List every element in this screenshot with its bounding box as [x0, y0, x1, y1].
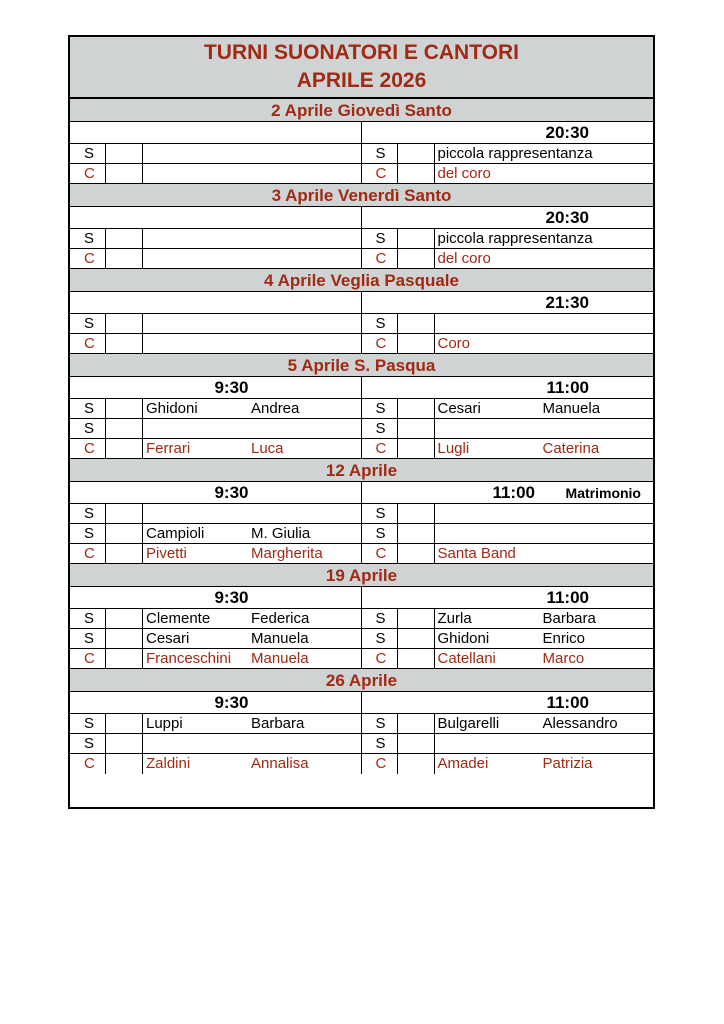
blank-cell: [398, 734, 435, 753]
table-row: [70, 504, 653, 524]
blank-cell: [398, 334, 435, 353]
surname-cell: Clemente: [146, 610, 211, 627]
role-cell: C: [362, 754, 398, 774]
surname-cell: Ghidoni: [437, 630, 490, 647]
time-row: [70, 122, 653, 144]
surname-cell: piccola rappresentanza: [437, 230, 593, 247]
firstname-cell: Manuela: [542, 400, 601, 417]
surname-cell: Coro: [437, 335, 471, 352]
right-time: 11:00: [546, 378, 589, 397]
blank-cell: [398, 229, 435, 248]
role-cell: S: [362, 399, 398, 418]
firstname-cell: Enrico: [542, 630, 586, 647]
role-cell: S: [362, 314, 398, 333]
blank-cell: [398, 629, 435, 648]
firstname-cell: Federica: [251, 610, 310, 627]
left-time: 9:30: [214, 588, 249, 607]
right-time-cell: [362, 482, 654, 503]
surname-cell: Catellani: [437, 650, 496, 667]
left-time-cell: [70, 692, 362, 713]
firstname-cell: M. Giulia: [251, 525, 311, 542]
role-cell: S: [362, 144, 398, 163]
role-cell: C: [362, 164, 398, 183]
surname-cell: del coro: [437, 165, 491, 182]
day-header: 12 Aprile: [70, 459, 653, 482]
table-row: [70, 439, 653, 459]
role-cell: S: [362, 504, 398, 523]
table-row: [70, 524, 653, 544]
role-cell: S: [70, 629, 106, 648]
surname-cell: [146, 314, 251, 333]
blank-cell: [398, 399, 435, 418]
role-cell: C: [70, 334, 106, 353]
table-row: [70, 419, 653, 439]
firstname-cell: Andrea: [251, 400, 300, 417]
table-row: [70, 714, 653, 734]
surname-cell: Campioli: [146, 525, 205, 542]
surname-cell: [146, 144, 251, 163]
blank-cell: [106, 734, 143, 753]
firstname-cell: Manuela: [251, 630, 309, 647]
right-time-cell: [362, 292, 654, 313]
surname-cell: [146, 249, 251, 268]
role-cell: S: [362, 524, 398, 543]
left-time-cell: [70, 587, 362, 608]
role-cell: S: [70, 144, 106, 163]
left-time: 9:30: [214, 693, 249, 712]
surname-cell: [146, 229, 251, 248]
role-cell: S: [362, 229, 398, 248]
blank-cell: [106, 754, 143, 774]
surname-cell: Zaldini: [146, 755, 191, 772]
right-time-cell: [362, 122, 654, 143]
time-row: [70, 587, 653, 609]
right-time-cell: [362, 377, 654, 398]
blank-cell: [106, 524, 143, 543]
blank-cell: [106, 629, 143, 648]
day-header: 3 Aprile Venerdì Santo: [70, 184, 653, 207]
surname-cell: Cesari: [437, 400, 481, 417]
table-row: [70, 314, 653, 334]
left-time-cell: [70, 482, 362, 503]
blank-cell: [398, 249, 435, 268]
surname-cell: Franceschini: [146, 650, 232, 667]
surname-cell: [438, 734, 543, 753]
table-row: [70, 144, 653, 164]
surname-cell: [146, 419, 251, 438]
firstname-cell: Margherita: [251, 545, 323, 562]
blank-cell: [106, 314, 143, 333]
role-cell: C: [70, 754, 106, 774]
table-row: [70, 399, 653, 419]
role-cell: S: [70, 504, 106, 523]
left-time-cell: [70, 122, 362, 143]
left-time-cell: [70, 377, 362, 398]
surname-cell: Ferrari: [146, 440, 191, 457]
surname-cell: Amadei: [437, 755, 489, 772]
right-time: 11:00: [492, 483, 535, 502]
blank-cell: [106, 229, 143, 248]
blank-cell: [106, 164, 143, 183]
blank-cell: [398, 504, 435, 523]
schedule-header: [70, 37, 653, 99]
right-time: 20:30: [545, 208, 589, 227]
blank-cell: [398, 714, 435, 733]
table-row: [70, 334, 653, 354]
right-time: 20:30: [545, 123, 589, 142]
time-row: [70, 692, 653, 714]
surname-cell: Ghidoni: [146, 400, 198, 417]
firstname-cell: Alessandro: [542, 715, 618, 732]
surname-cell: Bulgarelli: [437, 715, 500, 732]
surname-cell: Cesari: [146, 630, 190, 647]
role-cell: S: [70, 609, 106, 628]
table-row: [70, 609, 653, 629]
table-row: [70, 164, 653, 184]
blank-cell: [398, 524, 435, 543]
role-cell: C: [362, 334, 398, 353]
role-cell: C: [70, 439, 106, 458]
schedule-sheet: [68, 35, 655, 809]
blank-cell: [398, 544, 435, 563]
role-cell: C: [362, 649, 398, 668]
surname-cell: [146, 164, 251, 183]
blank-cell: [398, 144, 435, 163]
role-cell: S: [362, 419, 398, 438]
time-row: [70, 207, 653, 229]
right-time: 21:30: [545, 293, 589, 312]
blank-cell: [106, 714, 143, 733]
role-cell: S: [362, 714, 398, 733]
blank-cell: [106, 419, 143, 438]
time-row: [70, 482, 653, 504]
firstname-cell: Patrizia: [542, 755, 593, 772]
role-cell: C: [362, 439, 398, 458]
firstname-cell: Barbara: [251, 715, 305, 732]
blank-cell: [398, 439, 435, 458]
role-cell: S: [70, 399, 106, 418]
table-row: [70, 249, 653, 269]
blank-cell: [398, 609, 435, 628]
role-cell: S: [70, 419, 106, 438]
surname-cell: Luppi: [146, 715, 183, 732]
blank-cell: [106, 144, 143, 163]
left-time-cell: [70, 292, 362, 313]
table-row: [70, 649, 653, 669]
role-cell: C: [362, 544, 398, 563]
surname-cell: Lugli: [437, 440, 470, 457]
right-time: 11:00: [546, 693, 589, 712]
firstname-cell: Marco: [542, 650, 585, 667]
blank-cell: [106, 249, 143, 268]
blank-cell: [106, 544, 143, 563]
role-cell: S: [70, 714, 106, 733]
role-cell: C: [70, 544, 106, 563]
role-cell: C: [70, 164, 106, 183]
day-header: 4 Aprile Veglia Pasquale: [70, 269, 653, 292]
blank-cell: [106, 504, 143, 523]
blank-cell: [106, 334, 143, 353]
role-cell: S: [70, 734, 106, 753]
day-header: 5 Aprile S. Pasqua: [70, 354, 653, 377]
time-row: [70, 292, 653, 314]
surname-cell: [146, 504, 251, 523]
table-row: [70, 629, 653, 649]
role-cell: C: [70, 649, 106, 668]
left-time: 9:30: [214, 378, 249, 397]
firstname-cell: Luca: [251, 440, 284, 457]
blank-cell: [106, 609, 143, 628]
table-row: [70, 544, 653, 564]
blank-cell: [398, 419, 435, 438]
event-note: Matrimonio: [565, 485, 641, 501]
schedule-month: APRILE 2026: [296, 69, 427, 92]
role-cell: C: [362, 249, 398, 268]
blank-cell: [398, 754, 435, 774]
surname-cell: [146, 334, 251, 353]
right-time-cell: [362, 587, 654, 608]
firstname-cell: Annalisa: [251, 755, 309, 772]
day-header: 19 Aprile: [70, 564, 653, 587]
blank-cell: [106, 439, 143, 458]
role-cell: S: [362, 629, 398, 648]
surname-cell: [146, 734, 251, 753]
role-cell: S: [70, 314, 106, 333]
surname-cell: Zurla: [437, 610, 472, 627]
surname-cell: piccola rappresentanza: [437, 145, 593, 162]
role-cell: S: [70, 229, 106, 248]
surname-cell: Pivetti: [146, 545, 187, 562]
firstname-cell: Caterina: [542, 440, 600, 457]
table-row: [70, 229, 653, 249]
left-time-cell: [70, 207, 362, 228]
role-cell: S: [362, 609, 398, 628]
surname-cell: Santa Band: [437, 545, 516, 562]
schedule-title: TURNI SUONATORI E CANTORI: [203, 41, 519, 64]
surname-cell: del coro: [437, 250, 491, 267]
day-header: 26 Aprile: [70, 669, 653, 692]
left-time: 9:30: [214, 483, 249, 502]
blank-cell: [106, 399, 143, 418]
day-header: 2 Aprile Giovedì Santo: [70, 99, 653, 122]
table-row: [70, 734, 653, 754]
surname-cell: [438, 524, 543, 543]
blank-cell: [398, 164, 435, 183]
firstname-cell: Manuela: [251, 650, 309, 667]
surname-cell: [438, 504, 543, 523]
right-time-cell: [362, 207, 654, 228]
table-row: [70, 754, 653, 774]
blank-cell: [106, 649, 143, 668]
time-row: [70, 377, 653, 399]
role-cell: C: [70, 249, 106, 268]
right-time-cell: [362, 692, 654, 713]
surname-cell: [438, 419, 543, 438]
surname-cell: [438, 314, 543, 333]
blank-cell: [398, 649, 435, 668]
firstname-cell: Barbara: [542, 610, 596, 627]
blank-cell: [398, 314, 435, 333]
right-time: 11:00: [546, 588, 589, 607]
role-cell: S: [70, 524, 106, 543]
role-cell: S: [362, 734, 398, 753]
